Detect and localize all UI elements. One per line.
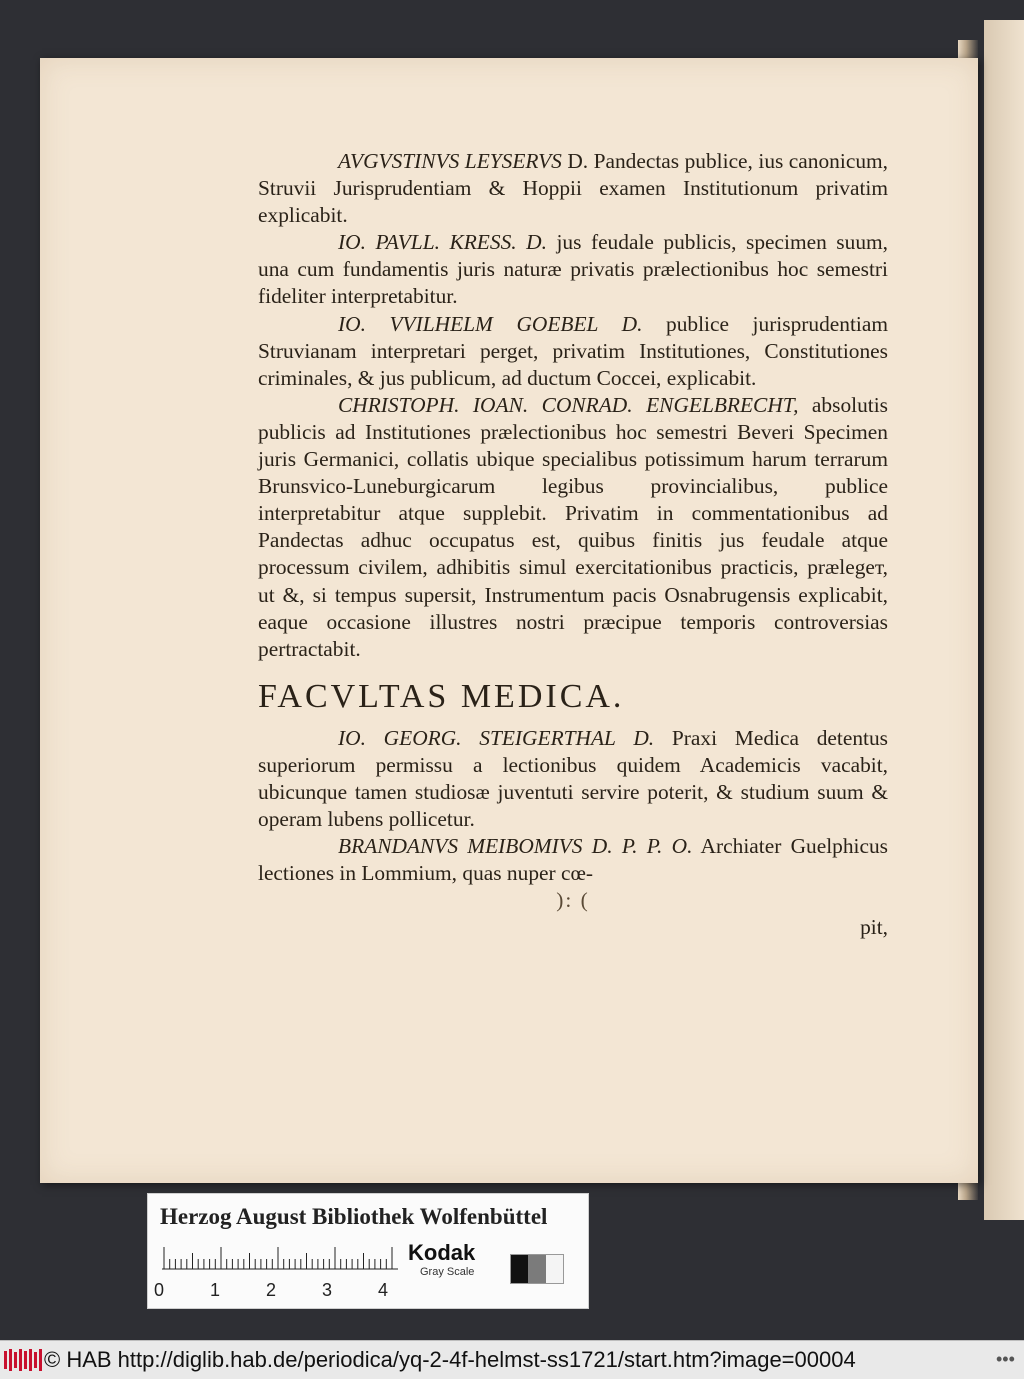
paragraph-kress: IO. PAVLL. KRESS. D. jus feudale publicis, specimen suum, una cum fundamentis juris naturæ privatis prælectionibus hoc semestri fideliter interpretabitur. <box>258 230 888 309</box>
paragraph-leyser: AVGVSTINVS LEYSERVS D. Pandectas publice, ius canonicum, Struvii Jurisprudentiam & Hoppii examen Institutionum privatim explicabit. <box>258 149 888 228</box>
ruler-numbers <box>154 1280 414 1300</box>
gray-swatches <box>510 1254 564 1284</box>
ruler-number: 2 <box>266 1280 277 1300</box>
paragraph-meibomius: BRANDANVS MEIBOMIVS D. P. P. O. Archiater Guelphicus lectiones in Lommium, quas nuper cœ- <box>258 834 889 886</box>
swatch-black <box>511 1255 528 1283</box>
kodak-label: Kodak <box>408 1240 476 1265</box>
paragraph-steigerthal: IO. GEORG. STEIGERTHAL D. Praxi Medica detentus superiorum permissu a lectionibus quidem Academicis vacabit, ubicunque tamen studiosæ juventuti servire poterit, & studium suum & operam lubens pollicetur. <box>258 725 888 832</box>
name-engelbrecht: CHRISTOPH. IOAN. CONRAD. ENGELBRECHT, <box>338 392 799 417</box>
color-target-card <box>147 1193 589 1309</box>
section-heading: FACVLTAS MEDICA. <box>258 677 625 715</box>
ruler-number: 0 <box>154 1280 165 1300</box>
gray-scale-label: Gray Scale <box>420 1266 475 1278</box>
ruler-number: 4 <box>378 1280 389 1300</box>
name-meibomius: BRANDANVS MEIBOMIVS D. P. P. O. <box>338 834 693 859</box>
more-menu-icon[interactable]: ••• <box>996 1349 1015 1369</box>
name-kress: IO. PAVLL. KRESS. D. <box>338 230 547 255</box>
name-goebel: IO. VVILHELM GOEBEL D. <box>338 311 643 336</box>
paragraph-engelbrecht: CHRISTOPH. IOAN. CONRAD. ENGELBRECHT, absolutis publicis ad Institutiones prælectionibus hoc semestri Beveri Specimen juris Germanici, collatis ubique specialibus potissimum harum terrarum Brunsvico-Luneburgicarum legibus provincialibus, publice interpretabitur atque supplebit. Privatim in commentationibus ad Pandectas adhuc occupatus est, quibus finitis jus feudale atque processum civilem, adhibitis simul exercitationibus practicis, prælegeт, ut &, si tempus supersit, Instrumentum pacis Osnabrugensis explicabit, eaque occasione illustres nostri præcipue temporis controversias pertractabit. <box>258 392 888 661</box>
source-url[interactable]: © HAB http://diglib.hab.de/periodica/yq-2-4f-helmst-ss1721/start.htm?image=00004 <box>44 1347 856 1372</box>
ruler-number: 1 <box>210 1280 221 1300</box>
footer-bar <box>0 1340 1024 1379</box>
name-leyser: AVGVSTINVS LEYSERVS <box>338 149 562 173</box>
name-steigerthal: IO. GEORG. STEIGERTHAL D. <box>338 725 655 750</box>
signature-mark: ): ( <box>556 888 590 913</box>
page-text <box>258 148 888 942</box>
catchword: pit, <box>860 915 888 940</box>
swatch-gray <box>528 1255 545 1283</box>
swatch-white <box>546 1255 563 1283</box>
paragraph-goebel: IO. VVILHELM GOEBEL D. publice jurisprudentiam Struvianam interpretari perget, privatim Institutiones, Constitutiones criminales, & jus publicum, ad ductum Coccei, explicabit. <box>258 311 888 390</box>
hab-logo-icon <box>4 1349 44 1371</box>
scale-ruler <box>162 1246 398 1270</box>
facing-page-edge <box>984 20 1024 1220</box>
ruler-number: 3 <box>322 1280 333 1300</box>
library-name: Herzog August Bibliothek Wolfenbüttel <box>160 1204 548 1229</box>
